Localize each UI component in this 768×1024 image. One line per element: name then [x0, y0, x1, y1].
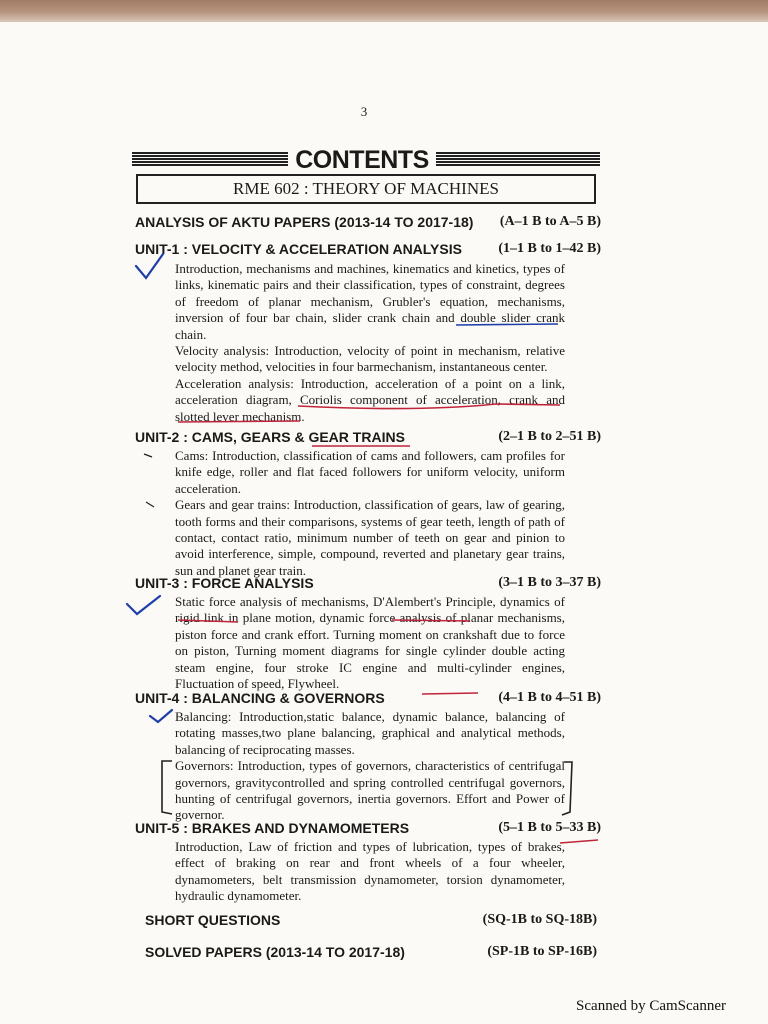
underline-unit-5-pages	[560, 840, 598, 843]
unit-3-description	[175, 594, 565, 692]
unit-title: UNIT-3 : FORCE ANALYSIS	[135, 575, 314, 591]
toc-entry-solved-papers	[145, 942, 597, 962]
unit-paragraph: Balancing: Introduction,static balance, dynamic balance, balancing of rotating masses,two plane balancing, graphical and analytical methods, balancing of reciprocating masses.	[175, 709, 565, 757]
unit-pages: (1–1 B to 1–42 B)	[498, 241, 601, 256]
unit-title: UNIT-5 : BRAKES AND DYNAMOMETERS	[135, 820, 410, 836]
unit-title: UNIT-1 : VELOCITY & ACCELERATION ANALYSIS	[135, 241, 462, 257]
checkmark-unit-3	[127, 596, 160, 614]
subject-title: RME 602 : THEORY OF MACHINES	[136, 174, 596, 204]
toc-entry-pages: (SP-1B to SP-16B)	[487, 944, 597, 959]
unit-title: UNIT-4 : BALANCING & GOVERNORS	[135, 690, 385, 706]
unit-pages: (5–1 B to 5–33 B)	[498, 820, 601, 835]
tick-mark-cams	[144, 454, 152, 457]
toc-entry-unit-5	[135, 818, 601, 838]
header-rule-left	[132, 152, 288, 167]
unit-pages: (2–1 B to 2–51 B)	[498, 429, 601, 444]
toc-entry-unit-2	[135, 427, 601, 447]
page-number: 3	[360, 104, 368, 119]
contents-title: CONTENTS	[295, 146, 429, 174]
unit-pages: (4–1 B to 4–51 B)	[498, 690, 601, 705]
unit-5-description	[175, 839, 565, 905]
unit-paragraph: Introduction, Law of friction and types of lubrication, types of brakes, effect of braking on rear and front wheels of a four wheeler, dynamometers, belt transmission dynamometer, torsion dynamometer, hydraulic dynamometer.	[175, 839, 565, 904]
unit-paragraph: Cams: Introduction, classification of cams and followers, cam profiles for knife edge, roller and flat faced followers for uniform velocity, uniform acceleration.	[175, 448, 565, 496]
toc-entry-unit-3	[135, 573, 601, 593]
contents-header	[132, 146, 600, 174]
unit-title: UNIT-2 : CAMS, GEARS & GEAR TRAINS	[135, 429, 405, 445]
toc-entry-pages: (SQ-1B to SQ-18B)	[482, 912, 597, 927]
toc-entry-analysis	[135, 212, 601, 232]
toc-entry-label: ANALYSIS OF AKTU PAPERS (2013-14 TO 2017-18)	[135, 214, 474, 230]
unit-paragraph: Gears and gear trains: Introduction, classification of gears, law of gearing, tooth forms and their comparisons, systems of gear teeth, length of path of contact, contact ratio, minimum number of teeth on gear and pinion to avoid interference, simple, compound, reverted and planetary gear trains, sun and planet gear train.	[175, 497, 565, 578]
toc-entry-unit-4	[135, 688, 601, 708]
background-strip	[0, 0, 768, 22]
unit-paragraph: Velocity analysis: Introduction, velocity of point in mechanism, relative velocity method, velocities in four barmechanism, instantaneous center.	[175, 343, 565, 375]
toc-entry-unit-1	[135, 239, 601, 259]
unit-paragraph: Acceleration analysis: Introduction, acceleration of a point on a link, acceleration diagram, Coriolis component of acceleration, crank and slotted lever mechanism.	[175, 375, 565, 424]
tick-mark-gears	[146, 502, 154, 507]
toc-entry-short-questions	[145, 910, 597, 930]
scanner-watermark: Scanned by CamScanner	[576, 998, 726, 1014]
unit-paragraph: Static force analysis of mechanisms, D'Alembert's Principle, dynamics of rigid link in plane motion, dynamic force analysis of planar mechanisms, piston force and crank effort. Turning moment on crankshaft due to force on piston, Turning moment diagrams for single cylinder double acting steam engine, four stroke IC engine and multi-cylinder engines, Fluctuation of speed, Flywheel.	[175, 594, 565, 692]
toc-entry-pages: (A–1 B to A–5 B)	[499, 214, 601, 229]
checkmark-unit-4	[150, 710, 172, 722]
bracket-left	[162, 761, 172, 814]
toc-entry-label: SOLVED PAPERS (2013-14 TO 2017-18)	[145, 944, 405, 960]
unit-1-description	[175, 261, 565, 425]
unit-pages: (3–1 B to 3–37 B)	[498, 575, 601, 590]
header-rule-right	[436, 152, 600, 167]
unit-4-description	[175, 709, 565, 824]
unit-2-description	[175, 448, 565, 579]
unit-paragraph: Introduction, mechanisms and machines, kinematics and kinetics, types of links, kinematic pairs and their classification, types of constraint, degrees of freedom of planar mechanism, Grubler's equation, mechanisms, inversion of four bar chain, slider crank chain and double slider crank chain.	[175, 261, 565, 342]
toc-entry-label: SHORT QUESTIONS	[145, 912, 281, 928]
unit-paragraph: Governors: Introduction, types of governors, characteristics of centrifugal governors, gravitycontrolled and spring controlled centrifugal governors, hunting of centrifugal governors, inertia governors. Effort and Power of governor.	[175, 758, 565, 823]
